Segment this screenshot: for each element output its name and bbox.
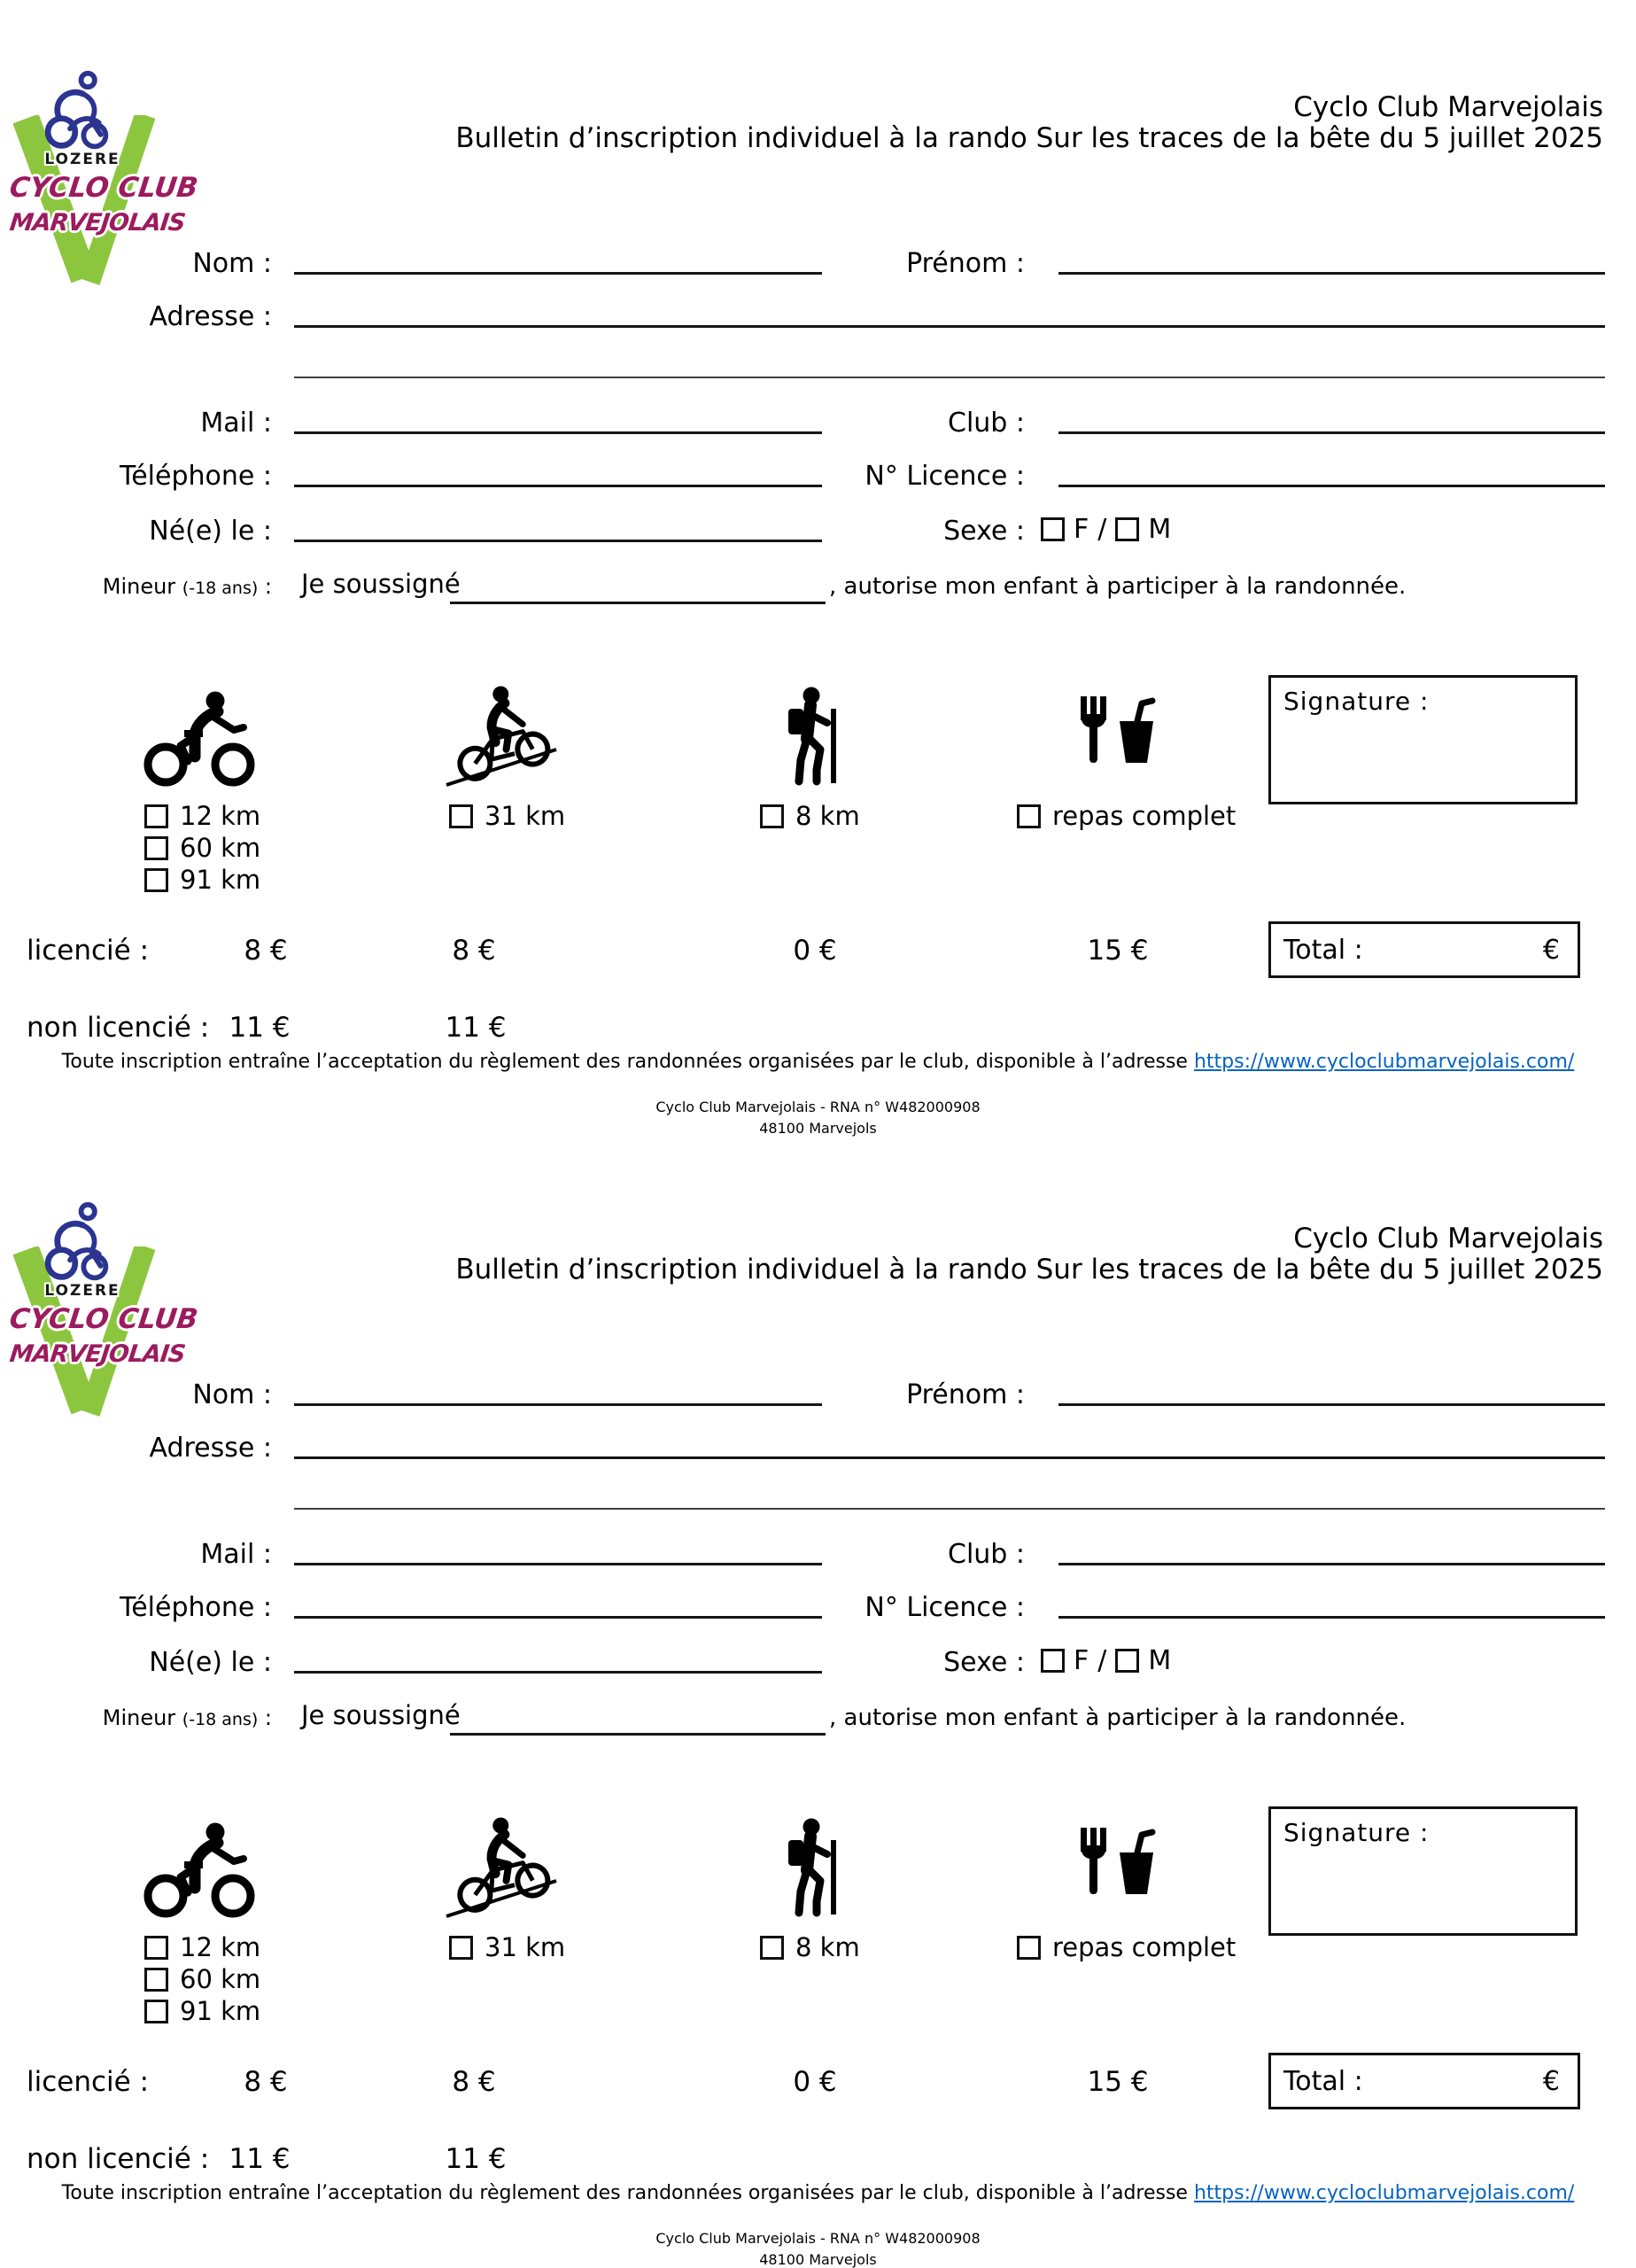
licence-label: N° Licence : (865, 1592, 1025, 1623)
sexe-m-label: M (1148, 514, 1172, 545)
option-60km (144, 1964, 261, 1994)
option-repas (1017, 1932, 1237, 1962)
adresse-field-line2[interactable] (294, 377, 1605, 378)
checkbox-60km[interactable] (144, 1968, 168, 1992)
signature-label: Signature : (1283, 1818, 1430, 1847)
price-licencie-route: 8 € (244, 935, 288, 967)
nom-field-line[interactable] (294, 1403, 822, 1406)
option-repas-label: repas complet (1052, 801, 1237, 831)
checkbox-12km[interactable] (144, 804, 168, 828)
checkbox-sexe-f[interactable] (1041, 1649, 1065, 1673)
option-91km-label: 91 km (180, 1996, 261, 2026)
mineur-label: Mineur (-18 ans) : (102, 1705, 272, 1730)
hike-options (760, 1932, 860, 1962)
logo-region-label: LOZERE (44, 151, 120, 168)
logo-cyclist-icon (40, 69, 123, 154)
sexe-label: Sexe : (943, 1647, 1025, 1678)
telephone-field-line[interactable] (294, 1616, 822, 1619)
option-91km (144, 865, 261, 895)
autorisation-text: , autorise mon enfant à participer à la randonnée. (829, 573, 1407, 600)
logo-club-name-line1: CYCLO CLUB (7, 1303, 200, 1335)
option-12km-label: 12 km (180, 1932, 261, 1962)
checkbox-8km[interactable] (760, 804, 784, 828)
licence-field-line[interactable] (1058, 485, 1605, 487)
mail-label: Mail : (200, 408, 272, 439)
price-non-licencie-route: 11 € (229, 1012, 291, 1044)
non-licencie-label: non licencié : (27, 1012, 210, 1044)
sexe-f-label: F (1074, 514, 1089, 545)
logo-club-name-line2: MARVEJOLAIS (8, 1340, 187, 1368)
total-label: Total : (1283, 934, 1363, 966)
club-rna-line: Cyclo Club Marvejolais - RNA n° W482000908 (655, 1099, 981, 1115)
signature-box[interactable] (1268, 1806, 1578, 1936)
autorisation-text: , autorise mon enfant à participer à la randonnée. (829, 1705, 1407, 1731)
logo-region-label: LOZERE (44, 1282, 120, 1300)
price-licencie-marche: 0 € (793, 2066, 837, 2098)
prenom-label: Prénom : (906, 1379, 1025, 1410)
je-soussigne-text: Je soussigné (301, 569, 461, 599)
club-city-line: 48100 Marvejols (759, 1120, 877, 1137)
checkbox-60km[interactable] (144, 836, 168, 860)
adresse-field-line1[interactable] (294, 1456, 1605, 1459)
licence-label: N° Licence : (865, 461, 1025, 492)
checkbox-sexe-m[interactable] (1115, 517, 1139, 541)
sexe-f-label: F (1074, 1645, 1089, 1676)
mail-label: Mail : (200, 1539, 272, 1570)
mail-field-line[interactable] (294, 431, 822, 434)
checkbox-31km[interactable] (449, 1936, 473, 1960)
checkbox-sexe-m[interactable] (1115, 1649, 1139, 1673)
option-91km (144, 1996, 261, 2026)
je-soussigne-text: Je soussigné (301, 1700, 461, 1730)
price-non-licencie-route: 11 € (229, 2143, 291, 2175)
price-licencie-marche: 0 € (793, 935, 837, 967)
price-licencie-repas: 15 € (1087, 2066, 1149, 2098)
total-box[interactable] (1268, 2053, 1580, 2109)
checkbox-91km[interactable] (144, 2000, 168, 2023)
meal-icon (1074, 695, 1158, 781)
option-12km-label: 12 km (180, 801, 261, 831)
club-field-line[interactable] (1058, 431, 1605, 434)
mail-field-line[interactable] (294, 1563, 822, 1565)
checkbox-repas[interactable] (1017, 1936, 1041, 1960)
ne-le-label: Né(e) le : (149, 516, 272, 547)
meal-icon (1074, 1826, 1158, 1913)
adresse-label: Adresse : (149, 301, 272, 332)
ne-le-field-line[interactable] (294, 1671, 822, 1674)
checkbox-8km[interactable] (760, 1936, 784, 1960)
prenom-field-line[interactable] (1058, 1403, 1605, 1406)
sexe-label: Sexe : (943, 516, 1025, 547)
logo-cyclist-icon (40, 1200, 123, 1285)
non-licencie-label: non licencié : (27, 2143, 210, 2175)
option-repas (1017, 801, 1237, 831)
club-label: Club : (948, 408, 1025, 439)
road-bike-icon (142, 1819, 257, 1921)
signature-box[interactable] (1268, 675, 1578, 804)
club-website-link[interactable]: https://www.cycloclubmarvejolais.com/ (1193, 1051, 1575, 1073)
club-name-header: Cyclo Club Marvejolais (1293, 91, 1603, 123)
price-non-licencie-vtt: 11 € (445, 2143, 507, 2175)
option-31km-label: 31 km (485, 801, 566, 831)
nom-label: Nom : (192, 248, 272, 279)
total-box[interactable] (1268, 921, 1580, 978)
prenom-field-line[interactable] (1058, 272, 1605, 275)
option-60km (144, 833, 261, 863)
price-licencie-route: 8 € (244, 2066, 288, 2098)
checkbox-sexe-f[interactable] (1041, 517, 1065, 541)
total-currency: € (1542, 2065, 1560, 2097)
option-12km (144, 801, 261, 831)
sexe-separator: / (1097, 1645, 1107, 1676)
price-licencie-repas: 15 € (1087, 935, 1149, 967)
option-8km (760, 801, 860, 831)
nom-label: Nom : (192, 1379, 272, 1410)
prenom-label: Prénom : (906, 248, 1025, 279)
nom-field-line[interactable] (294, 272, 822, 275)
disclaimer-text: Toute inscription entraîne l’acceptation du règlement des randonnées organisées par le club, disponible à l’adresse (61, 2182, 1194, 2204)
telephone-label: Téléphone : (119, 461, 272, 492)
option-8km (760, 1932, 860, 1962)
mineur-label: Mineur (-18 ans) : (102, 574, 272, 599)
soussigne-name-line[interactable] (450, 1733, 826, 1736)
road-bike-options (144, 801, 261, 895)
option-31km-label: 31 km (485, 1932, 566, 1962)
option-91km-label: 91 km (180, 865, 261, 895)
licencie-label: licencié : (27, 2066, 150, 2098)
ne-le-label: Né(e) le : (149, 1647, 272, 1678)
club-rna-line: Cyclo Club Marvejolais - RNA n° W482000908 (655, 2230, 981, 2247)
club-name-header: Cyclo Club Marvejolais (1293, 1223, 1603, 1254)
sexe-m-label: M (1148, 1645, 1172, 1676)
checkbox-31km[interactable] (449, 804, 473, 828)
page-title: Bulletin d’inscription individuel à la rando Sur les traces de la bête du 5 juillet 2025 (455, 122, 1603, 154)
checkbox-repas[interactable] (1017, 804, 1041, 828)
signature-label: Signature : (1283, 687, 1430, 716)
logo-club-name-line2: MARVEJOLAIS (8, 209, 187, 237)
page-title: Bulletin d’inscription individuel à la rando Sur les traces de la bête du 5 juillet 2025 (455, 1254, 1603, 1285)
option-8km-label: 8 km (795, 801, 860, 831)
hiker-icon (762, 686, 850, 788)
disclaimer (0, 2182, 1636, 2204)
adresse-field-line2[interactable] (294, 1508, 1605, 1510)
sexe-options (1041, 1645, 1171, 1676)
adresse-label: Adresse : (149, 1433, 272, 1464)
checkbox-91km[interactable] (144, 868, 168, 892)
mtb-icon (441, 1814, 561, 1923)
option-8km-label: 8 km (795, 1932, 860, 1962)
option-31km (449, 801, 566, 831)
hiker-icon (762, 1817, 850, 1919)
mtb-icon (441, 682, 561, 792)
option-60km-label: 60 km (180, 1964, 261, 1994)
total-label: Total : (1283, 2065, 1363, 2097)
logo-club-name-line1: CYCLO CLUB (7, 172, 200, 204)
option-60km-label: 60 km (180, 833, 261, 863)
adresse-field-line1[interactable] (294, 325, 1605, 328)
club-city-line: 48100 Marvejols (759, 2251, 877, 2268)
soussigne-name-line[interactable] (450, 602, 826, 604)
option-12km (144, 1932, 261, 1962)
licencie-label: licencié : (27, 935, 150, 967)
telephone-field-line[interactable] (294, 485, 822, 487)
option-31km (449, 1932, 566, 1962)
disclaimer-text: Toute inscription entraîne l’acceptation du règlement des randonnées organisées par le club, disponible à l’adresse (61, 1051, 1194, 1073)
ne-le-field-line[interactable] (294, 540, 822, 542)
disclaimer (0, 1051, 1636, 1073)
option-repas-label: repas complet (1052, 1932, 1237, 1962)
licence-field-line[interactable] (1058, 1616, 1605, 1619)
sexe-options (1041, 514, 1171, 545)
road-bike-options (144, 1932, 261, 2026)
mtb-options (449, 1932, 566, 1962)
mtb-options (449, 801, 566, 831)
price-licencie-vtt: 8 € (452, 935, 496, 967)
price-non-licencie-vtt: 11 € (445, 1012, 507, 1044)
price-licencie-vtt: 8 € (452, 2066, 496, 2098)
meal-options (1017, 1932, 1237, 1962)
club-field-line[interactable] (1058, 1563, 1605, 1565)
road-bike-icon (142, 687, 257, 789)
hike-options (760, 801, 860, 831)
club-label: Club : (948, 1539, 1025, 1570)
checkbox-12km[interactable] (144, 1936, 168, 1960)
total-currency: € (1542, 934, 1560, 966)
club-website-link[interactable]: https://www.cycloclubmarvejolais.com/ (1193, 2182, 1575, 2204)
meal-options (1017, 801, 1237, 831)
registration-form-copy-2 (0, 1131, 1636, 2268)
sexe-separator: / (1097, 514, 1107, 545)
telephone-label: Téléphone : (119, 1592, 272, 1623)
